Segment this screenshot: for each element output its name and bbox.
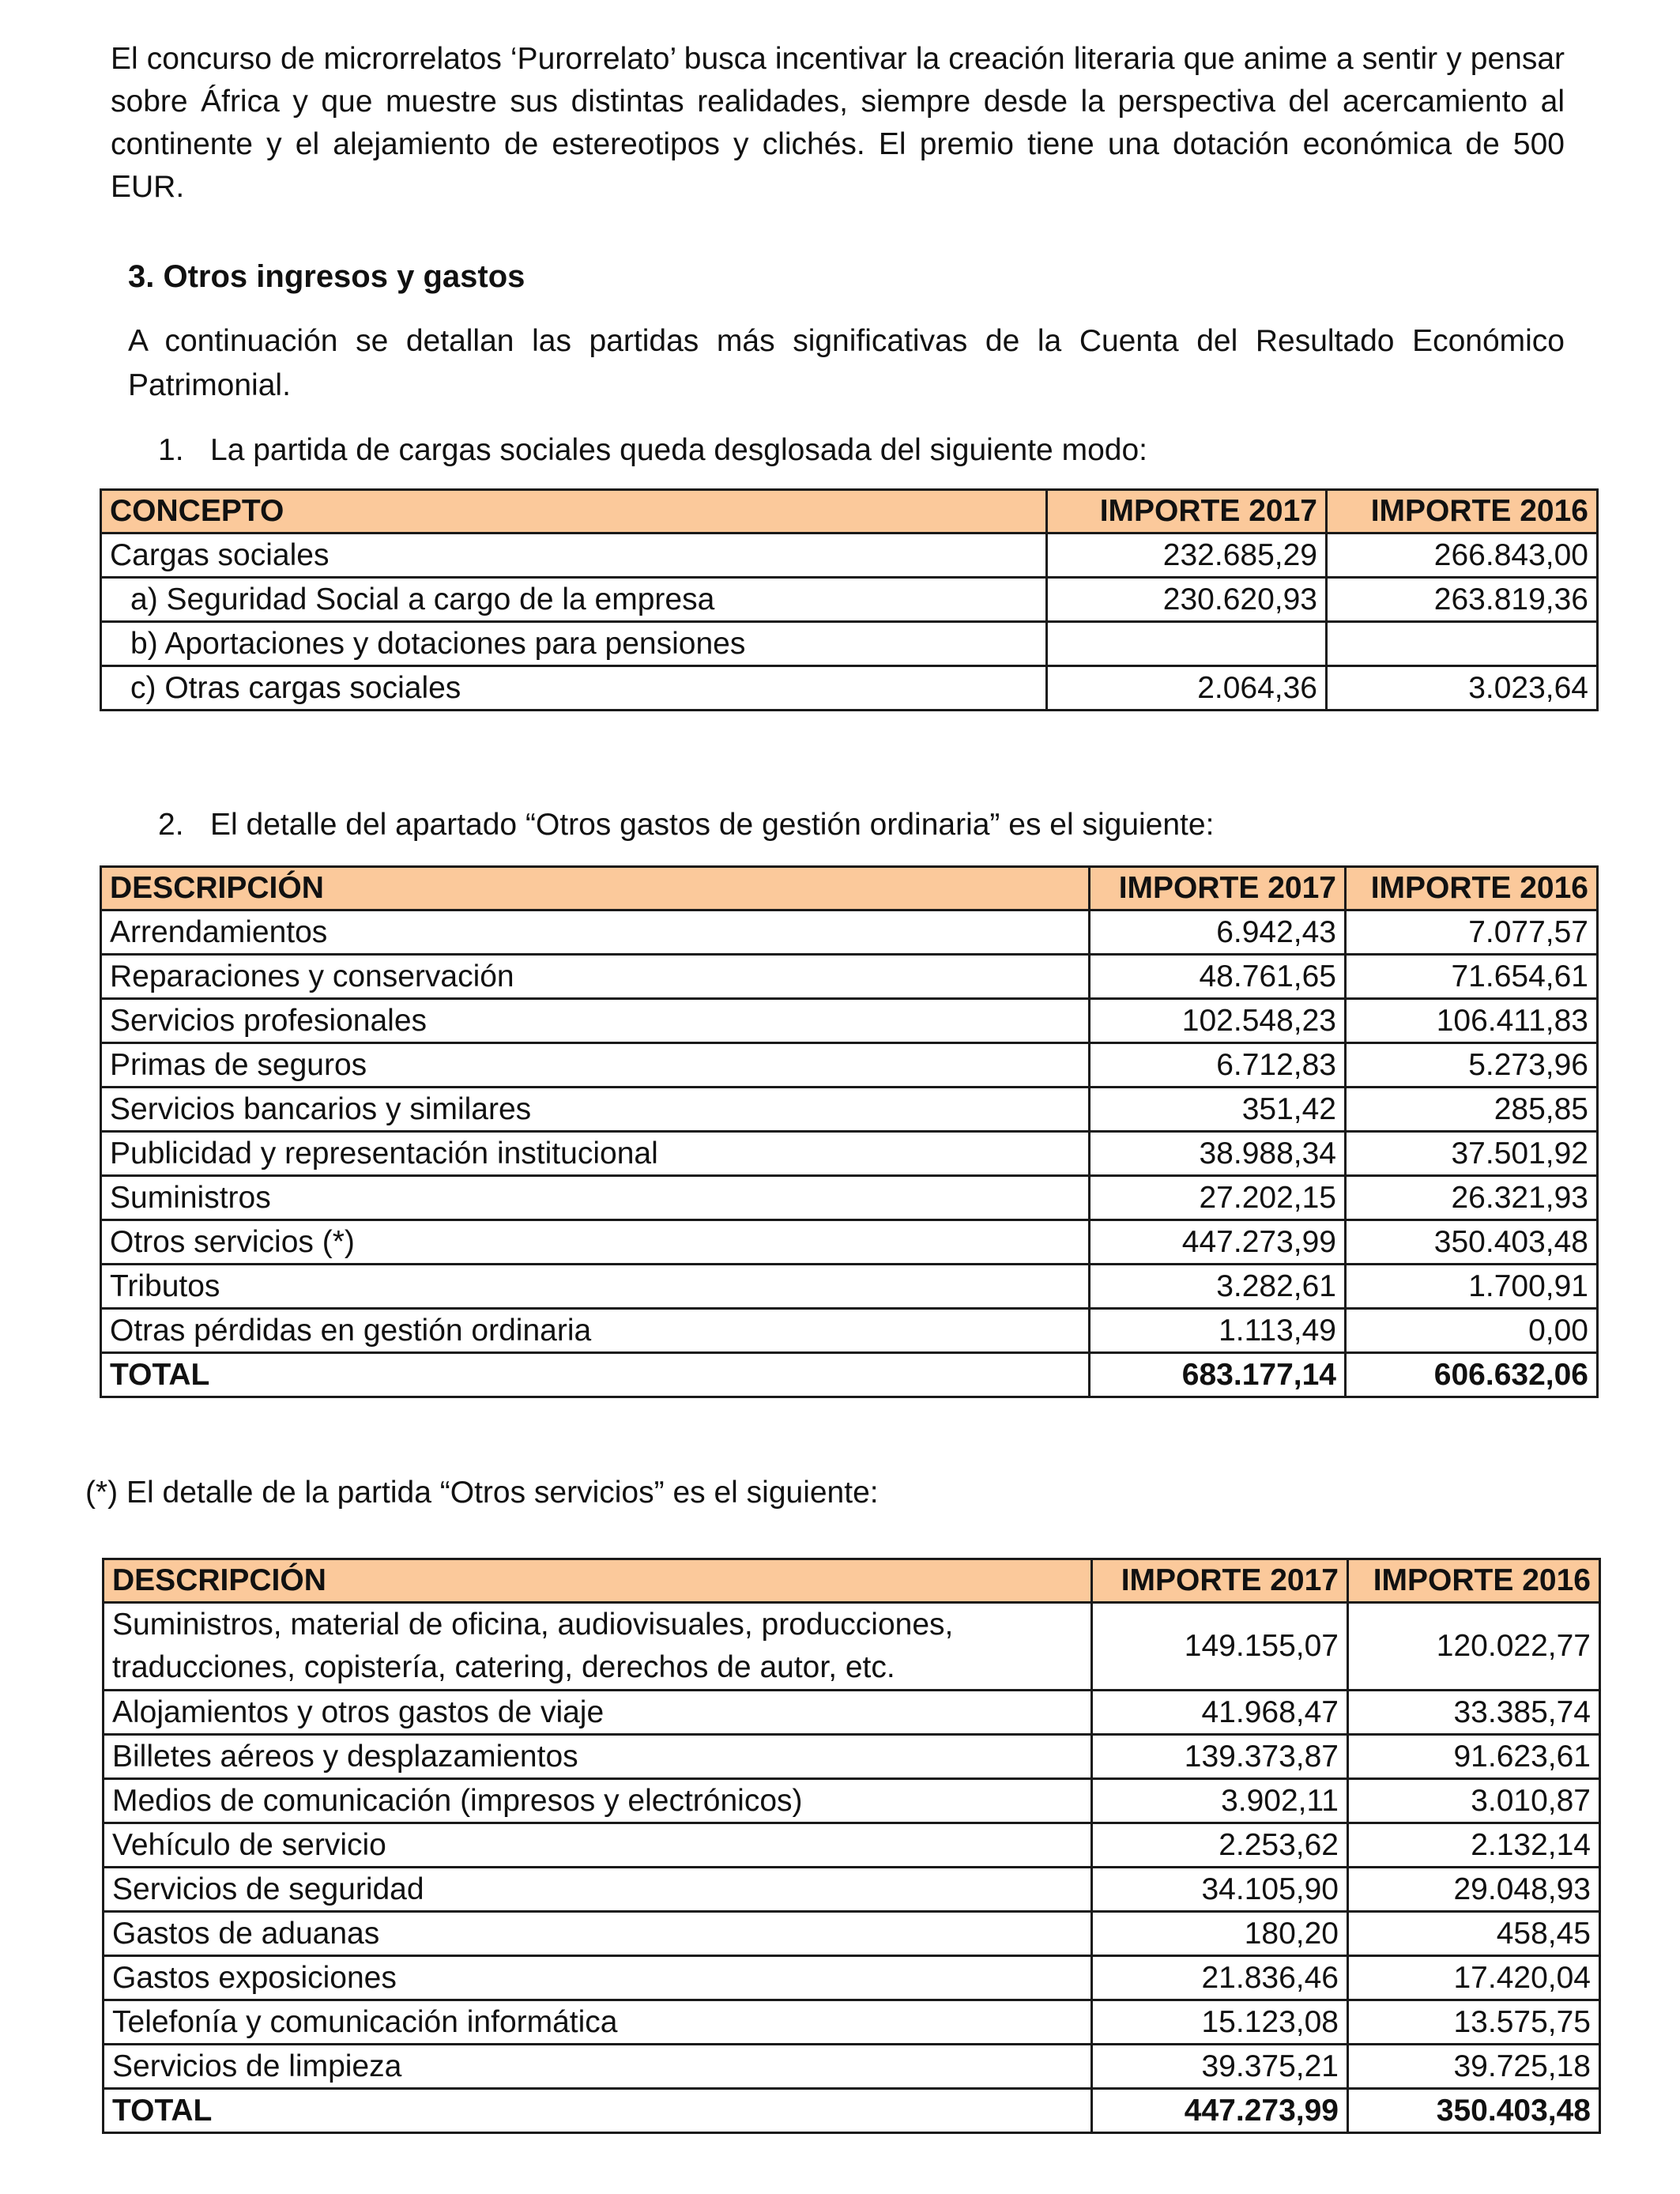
row-importe-2017: 1.113,49 xyxy=(1090,1309,1346,1353)
intro-paragraph: El concurso de microrrelatos ‘Purorrelato’ busca incentivar la creación literaria que anime a sentir y pensar sobre África y que muestre sus distintas realidades, siempre desde la perspectiva del acercamiento al continente y el alejamiento de estereotipos y clichés. El premio tiene una dotación económica de 500 EUR. xyxy=(111,42,1565,204)
row-label: Medios de comunicación (impresos y electrónicos) xyxy=(104,1779,1092,1823)
table-row xyxy=(101,1132,1598,1176)
table-header-row xyxy=(101,490,1598,533)
row-label: Vehículo de servicio xyxy=(104,1823,1092,1868)
list-text: La partida de cargas sociales queda desglosada del siguiente modo: xyxy=(210,433,1147,467)
table-header-row xyxy=(101,867,1598,910)
total-importe-2016: 606.632,06 xyxy=(1346,1353,1598,1397)
table-row xyxy=(104,1735,1600,1779)
row-importe-2016: 263.819,36 xyxy=(1327,578,1598,622)
row-importe-2017: 180,20 xyxy=(1092,1912,1348,1956)
row-importe-2016: 1.700,91 xyxy=(1346,1265,1598,1309)
total-label: TOTAL xyxy=(101,1353,1090,1397)
row-importe-2016 xyxy=(1327,622,1598,666)
row-importe-2016: 285,85 xyxy=(1346,1088,1598,1132)
row-label: Servicios de limpieza xyxy=(104,2045,1092,2089)
row-importe-2017: 2.064,36 xyxy=(1047,666,1327,711)
table-row xyxy=(104,1868,1600,1912)
row-importe-2017: 38.988,34 xyxy=(1090,1132,1346,1176)
table-row xyxy=(101,955,1598,999)
row-importe-2016: 13.575,75 xyxy=(1348,2000,1600,2045)
row-importe-2017: 34.105,90 xyxy=(1092,1868,1348,1912)
row-label: Cargas sociales xyxy=(101,533,1047,578)
table-row xyxy=(101,1088,1598,1132)
row-importe-2016: 91.623,61 xyxy=(1348,1735,1600,1779)
section-title: 3. Otros ingresos y gastos xyxy=(128,259,525,294)
row-label: c) Otras cargas sociales xyxy=(101,666,1047,711)
header-importe-2017: IMPORTE 2017 xyxy=(1092,1559,1348,1603)
list-text: El detalle del apartado “Otros gastos de gestión ordinaria” es el siguiente: xyxy=(210,808,1215,842)
row-importe-2016: 33.385,74 xyxy=(1348,1691,1600,1735)
table-row xyxy=(101,622,1598,666)
row-importe-2017: 3.902,11 xyxy=(1092,1779,1348,1823)
row-importe-2017: 6.712,83 xyxy=(1090,1043,1346,1088)
row-importe-2017: 48.761,65 xyxy=(1090,955,1346,999)
row-importe-2017: 2.253,62 xyxy=(1092,1823,1348,1868)
table-row xyxy=(101,999,1598,1043)
row-importe-2017 xyxy=(1047,622,1327,666)
row-label: Publicidad y representación institucional xyxy=(101,1132,1090,1176)
table-row xyxy=(101,910,1598,955)
row-importe-2017: 447.273,99 xyxy=(1090,1220,1346,1265)
header-importe-2016: IMPORTE 2016 xyxy=(1346,867,1598,910)
row-importe-2017: 6.942,43 xyxy=(1090,910,1346,955)
total-importe-2017: 447.273,99 xyxy=(1092,2089,1348,2133)
table-row xyxy=(101,1265,1598,1309)
row-importe-2017: 21.836,46 xyxy=(1092,1956,1348,2000)
row-importe-2016: 0,00 xyxy=(1346,1309,1598,1353)
row-label: Arrendamientos xyxy=(101,910,1090,955)
header-importe-2016: IMPORTE 2016 xyxy=(1348,1559,1600,1603)
table-total-row xyxy=(104,2089,1600,2133)
row-importe-2016: 350.403,48 xyxy=(1346,1220,1598,1265)
table-row xyxy=(104,1823,1600,1868)
table-row xyxy=(101,578,1598,622)
row-importe-2017: 102.548,23 xyxy=(1090,999,1346,1043)
row-importe-2017: 351,42 xyxy=(1090,1088,1346,1132)
list-number: 2. xyxy=(158,808,184,842)
row-label: Gastos exposiciones xyxy=(104,1956,1092,2000)
row-importe-2016: 37.501,92 xyxy=(1346,1132,1598,1176)
row-label: Servicios de seguridad xyxy=(104,1868,1092,1912)
row-label: b) Aportaciones y dotaciones para pensiones xyxy=(101,622,1047,666)
table-row xyxy=(104,1603,1600,1691)
table-row xyxy=(101,666,1598,711)
table-row xyxy=(104,1691,1600,1735)
list-item-cargas-sociales xyxy=(158,428,1147,473)
table-row xyxy=(104,1912,1600,1956)
row-importe-2016: 39.725,18 xyxy=(1348,2045,1600,2089)
row-importe-2016: 71.654,61 xyxy=(1346,955,1598,999)
row-label: Otras pérdidas en gestión ordinaria xyxy=(101,1309,1090,1353)
row-importe-2017: 27.202,15 xyxy=(1090,1176,1346,1220)
row-importe-2017: 139.373,87 xyxy=(1092,1735,1348,1779)
row-label: Gastos de aduanas xyxy=(104,1912,1092,1956)
row-importe-2016: 3.010,87 xyxy=(1348,1779,1600,1823)
header-descripcion: DESCRIPCIÓN xyxy=(101,867,1090,910)
table-row xyxy=(104,2045,1600,2089)
table-row xyxy=(104,1779,1600,1823)
header-importe-2017: IMPORTE 2017 xyxy=(1090,867,1346,910)
header-concepto: CONCEPTO xyxy=(101,490,1047,533)
row-importe-2016: 17.420,04 xyxy=(1348,1956,1600,2000)
row-label: Billetes aéreos y desplazamientos xyxy=(104,1735,1092,1779)
table-row xyxy=(104,1956,1600,2000)
table-row xyxy=(101,1176,1598,1220)
otros-servicios-note: (*) El detalle de la partida “Otros servicios” es el siguiente: xyxy=(85,1476,879,1510)
table-row xyxy=(101,533,1598,578)
total-importe-2017: 683.177,14 xyxy=(1090,1353,1346,1397)
row-importe-2017: 230.620,93 xyxy=(1047,578,1327,622)
table-row xyxy=(101,1220,1598,1265)
total-importe-2016: 350.403,48 xyxy=(1348,2089,1600,2133)
row-label: Servicios bancarios y similares xyxy=(101,1088,1090,1132)
header-importe-2017: IMPORTE 2017 xyxy=(1047,490,1327,533)
row-label: Primas de seguros xyxy=(101,1043,1090,1088)
list-item-otros-gastos xyxy=(158,803,1214,847)
header-importe-2016: IMPORTE 2016 xyxy=(1327,490,1598,533)
table-row xyxy=(101,1309,1598,1353)
row-label: Suministros xyxy=(101,1176,1090,1220)
row-importe-2016: 120.022,77 xyxy=(1348,1603,1600,1691)
table-total-row xyxy=(101,1353,1598,1397)
row-importe-2017: 41.968,47 xyxy=(1092,1691,1348,1735)
cargas-sociales-table xyxy=(100,488,1599,711)
row-importe-2016: 7.077,57 xyxy=(1346,910,1598,955)
otros-gastos-table xyxy=(100,865,1599,1398)
list-number: 1. xyxy=(158,433,184,467)
total-label: TOTAL xyxy=(104,2089,1092,2133)
otros-servicios-table xyxy=(102,1558,1601,2134)
table-row xyxy=(101,1043,1598,1088)
header-descripcion: DESCRIPCIÓN xyxy=(104,1559,1092,1603)
row-label: Reparaciones y conservación xyxy=(101,955,1090,999)
section-intro: A continuación se detallan las partidas más significativas de la Cuenta del Resultado Económico Patrimonial. xyxy=(128,324,1565,402)
row-label: Alojamientos y otros gastos de viaje xyxy=(104,1691,1092,1735)
row-importe-2016: 29.048,93 xyxy=(1348,1868,1600,1912)
row-label: Telefonía y comunicación informática xyxy=(104,2000,1092,2045)
row-importe-2016: 106.411,83 xyxy=(1346,999,1598,1043)
row-importe-2017: 232.685,29 xyxy=(1047,533,1327,578)
row-importe-2016: 3.023,64 xyxy=(1327,666,1598,711)
row-label: Tributos xyxy=(101,1265,1090,1309)
row-importe-2016: 266.843,00 xyxy=(1327,533,1598,578)
row-importe-2017: 149.155,07 xyxy=(1092,1603,1348,1691)
row-importe-2016: 458,45 xyxy=(1348,1912,1600,1956)
row-label: Suministros, material de oficina, audiovisuales, producciones, traducciones, copistería, catering, derechos de autor, etc. xyxy=(104,1603,1092,1691)
table-header-row xyxy=(104,1559,1600,1603)
row-importe-2017: 3.282,61 xyxy=(1090,1265,1346,1309)
row-importe-2016: 5.273,96 xyxy=(1346,1043,1598,1088)
row-importe-2016: 2.132,14 xyxy=(1348,1823,1600,1868)
table-row xyxy=(104,2000,1600,2045)
row-label: Servicios profesionales xyxy=(101,999,1090,1043)
row-label: Otros servicios (*) xyxy=(101,1220,1090,1265)
row-importe-2017: 15.123,08 xyxy=(1092,2000,1348,2045)
row-label: a) Seguridad Social a cargo de la empresa xyxy=(101,578,1047,622)
row-importe-2016: 26.321,93 xyxy=(1346,1176,1598,1220)
row-importe-2017: 39.375,21 xyxy=(1092,2045,1348,2089)
